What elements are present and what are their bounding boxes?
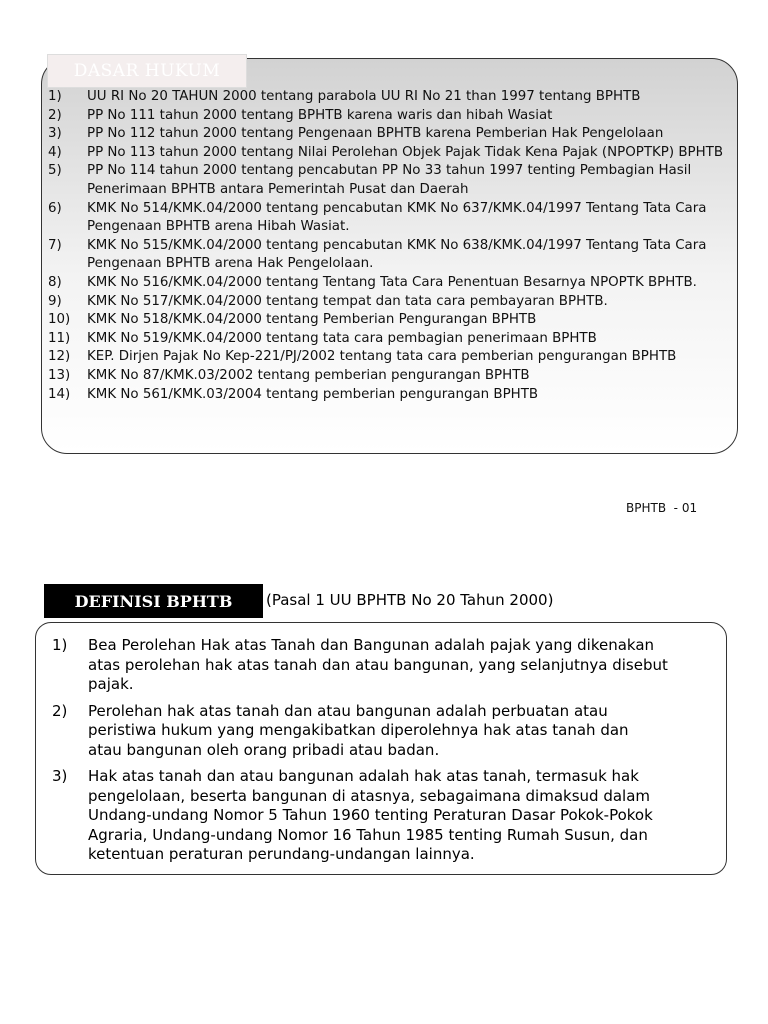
list-item <box>48 311 734 330</box>
list-item-number: 10) <box>48 312 71 328</box>
definisi-title: DEFINISI BPHTB <box>44 584 263 618</box>
page-number: BPHTB - 01 <box>626 501 698 515</box>
list-item-number: 5) <box>48 163 62 179</box>
list-item-text: UU RI No 20 TAHUN 2000 tentang parabola UU RI No 21 than 1997 tentang BPHTB <box>87 89 641 104</box>
list-item-number: 7) <box>48 237 62 253</box>
list-item <box>48 330 734 349</box>
list-item-text: KMK No 514/KMK.04/2000 tentang pencabutan KMK No 637/KMK.04/1997 Tentang Tata Cara Pengenaan BPHTB arena Hibah Wasiat. <box>87 200 707 235</box>
list-item-text: PP No 114 tahun 2000 tentang pencabutan PP No 33 tahun 1997 tenting Pembagian Hasil Penerimaan BPHTB antara Pemerintah Pusat dan Daerah <box>87 163 692 197</box>
list-item-text: PP No 112 tahun 2000 tentang Pengenaan BPHTB karena Pemberian Hak Pengelolaan <box>87 126 664 142</box>
list-item-number: 14) <box>48 386 71 402</box>
list-item-number: 1) <box>52 636 68 654</box>
list-item-number: 13) <box>48 367 71 383</box>
list-item-text: KMK No 516/KMK.04/2000 tentang Tentang Tata Cara Penentuan Besarnya NPOPTK BPHTB. <box>87 274 697 290</box>
list-item <box>48 200 734 237</box>
list-item <box>48 144 734 163</box>
list-item <box>48 162 734 199</box>
list-item-text: KEP. Dirjen Pajak No Kep-221/PJ/2002 tentang tata cara pemberian pengurangan BPHTB <box>87 349 677 365</box>
list-item-number: 9) <box>48 293 62 309</box>
list-item-number: 4) <box>48 144 62 160</box>
list-item <box>48 274 734 293</box>
list-item <box>48 386 734 405</box>
list-item-number: 8) <box>48 274 62 290</box>
list-item-number: 3) <box>48 126 62 142</box>
definisi-subtitle: (Pasal 1 UU BPHTB No 20 Tahun 2000) <box>266 591 554 609</box>
list-item-text: KMK No 518/KMK.04/2000 tentang Pemberian Pengurangan BPHTB <box>87 312 537 328</box>
list-item <box>48 348 734 367</box>
list-item-number: 1) <box>48 89 62 104</box>
list-item-number: 11) <box>48 330 71 346</box>
dasar-hukum-title: DASAR HUKUM <box>47 54 247 88</box>
list-item-text: KMK No 517/KMK.04/2000 tentang tempat dan tata cara pembayaran BPHTB. <box>87 293 608 309</box>
list-item-text: KMK No 561/KMK.03/2004 tentang pemberian pengurangan BPHTB <box>87 386 539 402</box>
list-item-text: PP No 113 tahun 2000 tentang Nilai Perolehan Objek Pajak Tidak Kena Pajak (NPOPTKP) BPHTB <box>87 144 724 160</box>
list-item-number: 2) <box>48 107 62 123</box>
list-item <box>52 767 716 865</box>
list-item-text: Bea Perolehan Hak atas Tanah dan Bangunan adalah pajak yang dikenakan atas perolehan hak atas tanah dan atau bangunan, yang selanjutnya disebut pajak. <box>88 636 668 693</box>
list-item-text: KMK No 519/KMK.04/2000 tentang tata cara pembagian penerimaan BPHTB <box>87 330 597 346</box>
list-item-text: Hak atas tanah dan atau bangunan adalah hak atas tanah, termasuk hak pengelolaan, beserta bangunan di atasnya, sebagaimana dimaksud dalam Undang-undang Nomor 5 Tahun 1960 tenting Peraturan Dasar Pokok-Pokok Agraria, Undang-undang Nomor 16 Tahun 1985 tenting Rumah Susun, dan ketentuan peraturan perundang-undangan lainnya. <box>88 767 653 863</box>
list-item <box>52 702 716 761</box>
dasar-hukum-list <box>48 88 734 404</box>
list-item <box>52 636 716 695</box>
list-item-number: 12) <box>48 349 71 365</box>
definisi-list <box>52 636 716 872</box>
list-item-text: KMK No 515/KMK.04/2000 tentang pencabutan KMK No 638/KMK.04/1997 Tentang Tata Cara Pengenaan BPHTB arena Hak Pengelolaan. <box>87 237 707 272</box>
list-item-number: 2) <box>52 701 68 720</box>
list-item <box>48 125 734 144</box>
list-item-text: PP No 111 tahun 2000 tentang BPHTB karena waris dan hibah Wasiat <box>87 107 553 123</box>
list-item <box>48 237 734 274</box>
list-item <box>48 293 734 312</box>
list-item-text: KMK No 87/KMK.03/2002 tentang pemberian pengurangan BPHTB <box>87 367 530 383</box>
list-item <box>48 88 734 107</box>
list-item <box>48 107 734 126</box>
list-item-number: 3) <box>52 767 68 785</box>
list-item <box>48 367 734 386</box>
list-item-text: Perolehan hak atas tanah dan atau bangunan adalah perbuatan atau peristiwa hukum yang mengakibatkan diperolehnya hak atas tanah dan atau bangunan oleh orang pribadi atau badan. <box>88 701 629 759</box>
list-item-number: 6) <box>48 200 62 216</box>
